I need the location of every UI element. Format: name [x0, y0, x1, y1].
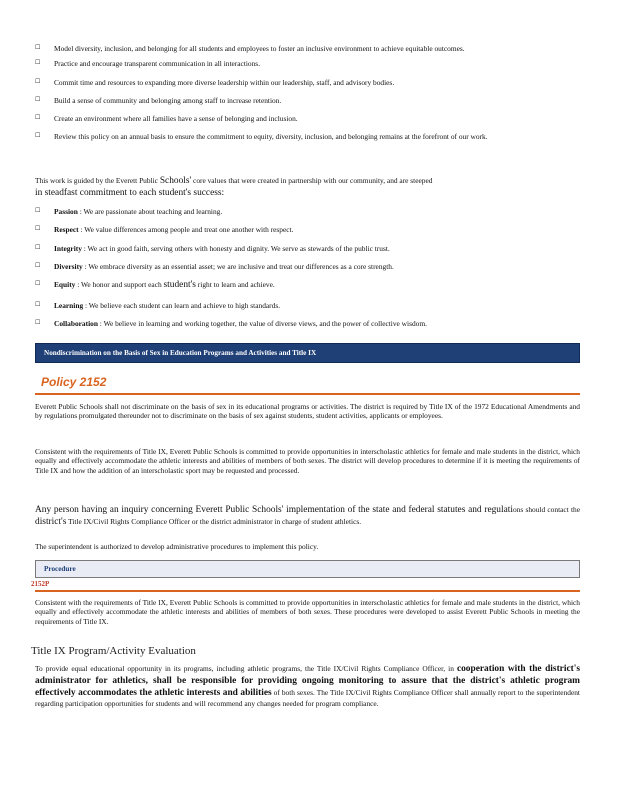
- policy-title: Policy 2152: [41, 375, 107, 389]
- list-item: ☐ Integrity : We act in good faith, serving others with honesty and dignity. We serve as stewards of the public trust.: [35, 243, 390, 253]
- checkbox-bullet-icon: ☐: [35, 44, 41, 51]
- checkbox-bullet-icon: ☐: [35, 319, 41, 326]
- list-item: ☐ Collaboration : We believe in learning and working together, the value of diverse views, and the power of collective wisdom.: [35, 319, 427, 328]
- list-item: ☐ Equity : We honor and support each student's right to learn and achieve.: [35, 280, 275, 290]
- checkbox-bullet-icon: ☐: [35, 300, 41, 308]
- checkbox-bullet-icon: ☐: [35, 243, 41, 251]
- evaluation-heading: Title IX Program/Activity Evaluation: [31, 645, 196, 657]
- checkbox-bullet-icon: ☐: [35, 114, 41, 121]
- procedure-paragraph: Consistent with the requirements of Title IX, Everett Public Schools is committed to provide opportunities in interscholastic athletics for female and male students in the district, which equally and effectively accommodate the athletic interests and abilities of members of both sexes. These procedures were developed to assist Everett Public Schools in meeting the requirements of Title IX.: [35, 598, 580, 626]
- list-item: ☐ Passion : We are passionate about teaching and learning.: [35, 207, 223, 216]
- list-item: ☐ Diversity : We embrace diversity as an essential asset; we are inclusive and treat our differences as a core strength.: [35, 261, 394, 271]
- superintendent-paragraph: The superintendent is authorized to develop administrative procedures to implement this policy.: [35, 542, 319, 551]
- checkbox-bullet-icon: ☐: [35, 207, 41, 214]
- inquiry-paragraph: Any person having an inquiry concerning Everett Public Schools' implementation of the state and federal statutes and regulations should contact the district's Title IX/Civil Rights Compliance Officer or the district administrator in charge of student athletics.: [35, 505, 580, 527]
- core-values-list: [35, 207, 580, 328]
- checkbox-bullet-icon: ☐: [35, 59, 41, 67]
- list-item: ☐ Commit time and resources to expanding more diverse leadership within our leadership, staff, and advisory bodies.: [35, 77, 395, 87]
- procedure-number: 2152P: [31, 580, 50, 588]
- policy-rule: [35, 393, 580, 395]
- evaluation-paragraph: To provide equal educational opportunity in its programs, including athletic programs, the Title IX/Civil Rights Compliance Officer, in cooperation with the district's administrator for athletics, shall be responsible for providing ongoing monitoring to assure that the district's athletic program effectively accommodates the athletic interests and abilities of both sexes. The Title IX/Civil Rights Compliance Officer shall annually report to the superintendent regarding participation opportunities for students and will recommend any changes needed for program compliance.: [35, 664, 580, 709]
- procedure-rule: [35, 590, 580, 592]
- procedure-box: Procedure: [35, 560, 580, 578]
- list-item: ☐ Create an environment where all families have a sense of belonging and inclusion.: [35, 114, 298, 123]
- list-item: ☐ Model diversity, inclusion, and belonging for all students and employees to foster an inclusive environment to achieve equitable outcomes.: [35, 44, 465, 53]
- checkbox-bullet-icon: ☐: [35, 225, 41, 233]
- checkbox-bullet-icon: ☐: [35, 132, 41, 140]
- list-item: ☐ Learning : We believe each student can learn and achieve to high standards.: [35, 300, 281, 310]
- list-item: ☐ Review this policy on an annual basis to ensure the commitment to equity, diversity, inclusion, and belonging remains at the forefront of our work.: [35, 132, 488, 142]
- policy-paragraph: Consistent with the requirements of Title IX, Everett Public Schools is committed to provide opportunities in interscholastic athletics for female and male students in the district, which equally and effectively accommodate the athletic interests and abilities of members of both sexes. The district will develop procedures to determine if it is meeting the requirements of Title IX and how the addition of an interscholastic sport may be requested and processed.: [35, 447, 580, 475]
- list-item: ☐ Respect : We value differences among people and treat one another with respect.: [35, 225, 294, 235]
- checkbox-bullet-icon: ☐: [35, 280, 41, 287]
- list-item: ☐ Build a sense of community and belonging among staff to increase retention.: [35, 95, 282, 105]
- core-values-intro: This work is guided by the Everett Public Schools' core values that were created in partnership with our community, and are steeped in steadfast commitment to each student's success:: [35, 176, 433, 198]
- checkbox-bullet-icon: ☐: [35, 77, 41, 85]
- list-item: ☐ Practice and encourage transparent communication in all interactions.: [35, 59, 261, 69]
- checkbox-bullet-icon: ☐: [35, 261, 41, 269]
- policy-paragraph: Everett Public Schools shall not discriminate on the basis of sex in its educational programs or activities. The district is required by Title IX of the 1972 Educational Amendments and by regulations promulgated thereunder not to discriminate on the basis of sex against students, student activities, applicants or employees.: [35, 402, 580, 421]
- section-banner: Nondiscrimination on the Basis of Sex in Education Programs and Activities and Title IX: [35, 343, 580, 363]
- goals-list: [35, 44, 580, 142]
- checkbox-bullet-icon: ☐: [35, 95, 41, 103]
